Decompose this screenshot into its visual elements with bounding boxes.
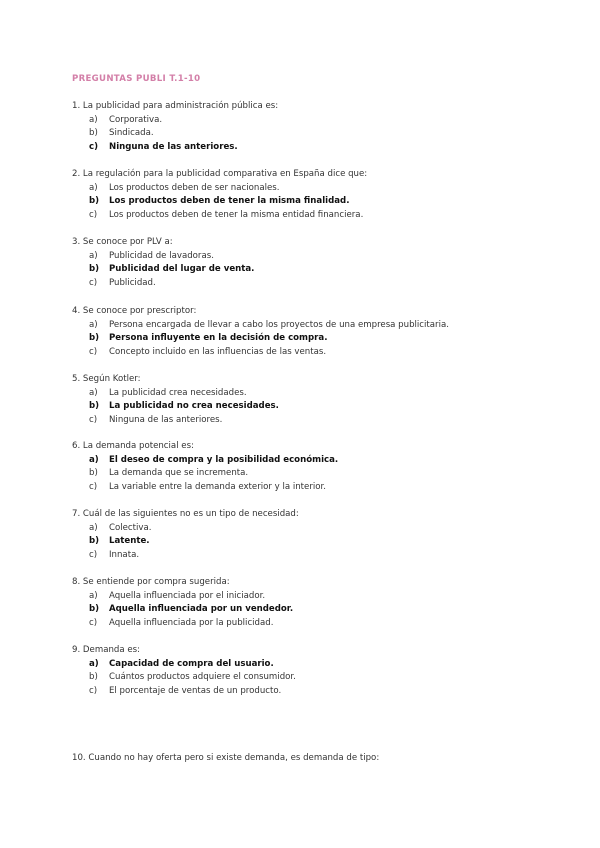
question-text: 10. Cuando no hay oferta pero si existe demanda, es demanda de tipo: [72,753,380,763]
option-letter: a) [89,114,98,125]
option-text: Los productos deben de ser nacionales. [109,182,280,193]
question-8 [72,576,293,630]
option-text: Aquella influenciada por un vendedor. [109,604,294,615]
option-letter: c) [89,277,98,288]
question-text: 6. La demanda potencial es: [72,441,194,451]
question-4 [72,305,449,359]
answer-option [72,277,254,291]
answer-option-correct [72,263,254,277]
question-3 [72,236,254,290]
option-letter: c) [89,414,98,425]
answer-option [72,250,254,264]
question-text: 7. Cuál de las siguientes no es un tipo de necesidad: [72,509,299,519]
question-text: 4. Se conoce por prescriptor: [72,306,197,316]
option-text: Cuántos productos adquiere el consumidor. [109,672,296,683]
answer-option-correct [72,454,338,468]
option-text: El deseo de compra y la posibilidad económica. [109,454,339,465]
option-text: Publicidad de lavadoras. [109,250,214,261]
question-7 [72,508,299,562]
question-6 [72,440,338,494]
question-9 [72,644,296,698]
option-text: Publicidad del lugar de venta. [109,264,255,275]
answer-option-correct [72,400,279,414]
question-10 [72,752,379,766]
option-letter: b) [89,536,100,547]
option-text: Los productos deben de tener la misma finalidad. [109,196,350,207]
option-letter: b) [89,468,98,479]
option-letter: b) [89,401,100,412]
option-letter: a) [89,250,98,261]
option-letter: a) [89,387,98,398]
question-text: 1. La publicidad para administración pública es: [72,101,279,111]
option-text: La demanda que se incrementa. [109,468,249,479]
option-text: Corporativa. [109,114,163,125]
option-letter: a) [89,319,98,330]
option-letter: a) [89,658,99,669]
option-text: Aquella influenciada por el iniciador. [109,590,266,601]
question-text: 5. Según Kotler: [72,374,141,384]
option-letter: c) [89,617,98,628]
option-letter: a) [89,454,99,465]
answer-option [72,590,293,604]
answer-option [72,685,296,699]
option-letter: b) [89,264,100,275]
option-text: La variable entre la demanda exterior y la interior. [109,481,326,492]
option-letter: c) [89,346,98,357]
question-text: 9. Demanda es: [72,645,141,655]
option-letter: b) [89,196,100,207]
option-letter: a) [89,590,98,601]
option-letter: c) [89,209,98,220]
answer-option-correct [72,535,299,549]
answer-option [72,114,278,128]
question-text: 3. Se conoce por PLV a: [72,237,173,247]
answer-option [72,414,279,428]
question-text: 2. La regulación para la publicidad comparativa en España dice que: [72,169,368,179]
answer-option-correct [72,603,293,617]
option-text: Publicidad. [109,277,156,288]
answer-option-correct [72,141,278,155]
option-text: Ninguna de las anteriores. [109,414,223,425]
option-letter: b) [89,604,100,615]
option-text: Persona influyente en la decisión de compra. [109,333,328,344]
question-1 [72,100,278,154]
answer-option [72,467,338,481]
question-2 [72,168,367,222]
answer-option [72,346,449,360]
option-text: Innata. [109,549,140,560]
answer-option-correct [72,658,296,672]
answer-option [72,319,449,333]
option-text: La publicidad crea necesidades. [109,387,247,398]
answer-option [72,617,293,631]
option-letter: b) [89,333,100,344]
option-text: Concepto incluido en las influencias de las ventas. [109,346,327,357]
option-text: Latente. [109,536,150,547]
option-text: Capacidad de compra del usuario. [109,658,274,669]
question-text: 8. Se entiende por compra sugerida: [72,577,230,587]
option-text: El porcentaje de ventas de un producto. [109,685,282,696]
option-text: La publicidad no crea necesidades. [109,401,279,412]
answer-option [72,209,367,223]
option-letter: c) [89,549,98,560]
answer-option-correct [72,195,367,209]
option-letter: a) [89,182,98,193]
option-letter: c) [89,685,98,696]
option-text: Los productos deben de tener la misma entidad financiera. [109,209,364,220]
question-5 [72,373,279,427]
answer-option [72,481,338,495]
answer-option-correct [72,332,449,346]
option-text: Sindicada. [109,128,154,139]
answer-option [72,671,296,685]
option-letter: b) [89,128,98,139]
option-letter: c) [89,141,99,152]
option-text: Persona encargada de llevar a cabo los proyectos de una empresa publicitaria. [109,319,449,330]
answer-option [72,522,299,536]
answer-option [72,387,279,401]
option-text: Ninguna de las anteriores. [109,141,238,152]
document-title: PREGUNTAS PUBLI T.1-10 [72,74,201,84]
answer-option [72,127,278,141]
option-letter: c) [89,481,98,492]
option-text: Aquella influenciada por la publicidad. [109,617,274,628]
answer-option [72,549,299,563]
option-letter: a) [89,522,98,533]
answer-option [72,182,367,196]
option-letter: b) [89,672,98,683]
option-text: Colectiva. [109,522,152,533]
